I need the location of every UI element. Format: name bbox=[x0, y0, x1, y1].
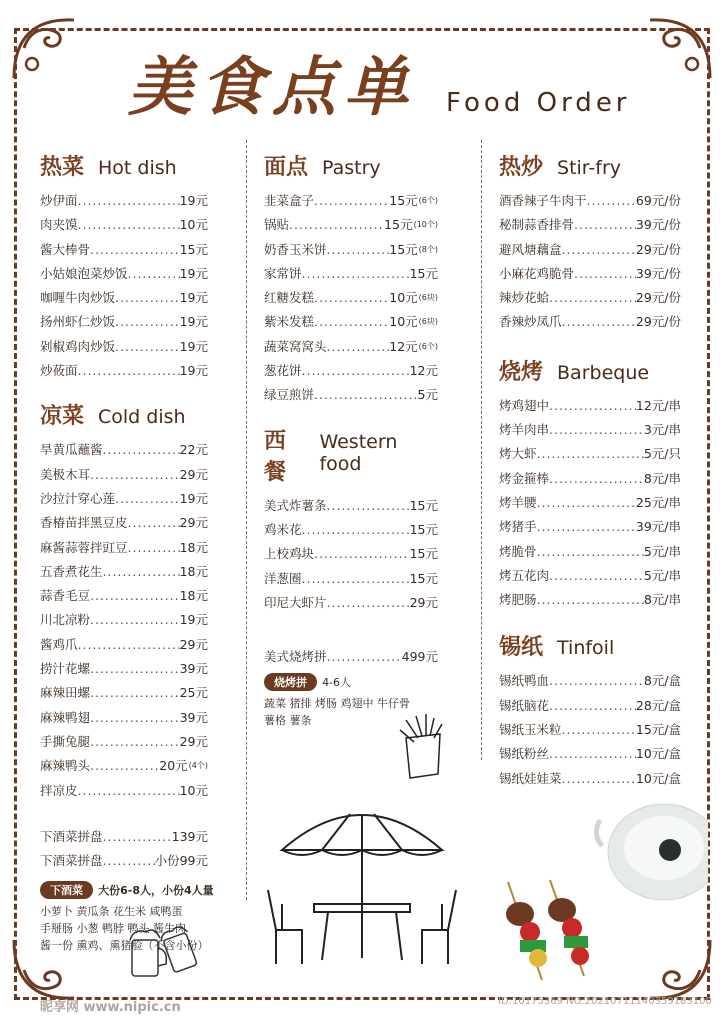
bbq-tag-row bbox=[264, 671, 438, 691]
item-price: 19元 bbox=[179, 265, 208, 281]
menu-item bbox=[264, 518, 438, 542]
menu-item bbox=[499, 540, 681, 564]
menu-item bbox=[40, 849, 208, 873]
item-name: 上校鸡块 bbox=[264, 546, 315, 562]
column-divider bbox=[246, 140, 247, 900]
section-header-hot bbox=[40, 150, 208, 181]
menu-item bbox=[264, 213, 438, 237]
item-price: 39元 bbox=[179, 709, 208, 725]
section-header-stirfry bbox=[499, 150, 681, 181]
menu-item bbox=[40, 779, 208, 803]
section-header-cold bbox=[40, 399, 208, 430]
page-title: 美食点单 bbox=[128, 50, 416, 125]
menu-item bbox=[499, 515, 681, 539]
item-note: (6块) bbox=[418, 293, 438, 303]
platter-line: 手掰肠 小葱 鸭脖 鸭头 酱牛肉 bbox=[40, 922, 186, 936]
menu-item bbox=[264, 335, 438, 359]
bbq-platter-row: 美式烧烤拼 ..... 499元 bbox=[264, 645, 438, 669]
item-note: (6个) bbox=[418, 196, 438, 205]
menu-item bbox=[499, 669, 681, 693]
item-price: 5元/串 bbox=[643, 567, 681, 583]
bbq-line: 薯格 薯条 bbox=[264, 714, 312, 728]
column-middle bbox=[264, 150, 438, 729]
item-note: (6个) bbox=[418, 341, 438, 351]
item-price: 19元 bbox=[179, 290, 208, 306]
menu-item bbox=[40, 238, 208, 262]
skewer-icon bbox=[498, 876, 610, 986]
item-name: 印尼大虾片 bbox=[264, 594, 327, 610]
section-subtitle: Pastry bbox=[322, 157, 381, 179]
item-name: 美极木耳 bbox=[40, 466, 91, 482]
item-name: 洋葱圈 bbox=[264, 570, 302, 586]
platter-line: 酱一份 熏鸡、熏猪脸（不含小份） bbox=[40, 939, 209, 953]
item-price: 18元 bbox=[179, 563, 208, 579]
fries-icon bbox=[392, 708, 452, 782]
menu-item bbox=[499, 213, 681, 237]
menu-item bbox=[264, 542, 438, 566]
item-price: 15元 bbox=[384, 217, 413, 233]
menu-item bbox=[40, 754, 208, 778]
menu-item bbox=[499, 286, 681, 310]
item-price: 18元 bbox=[179, 588, 208, 604]
item-price: 15元/盒 bbox=[635, 722, 681, 738]
item-price: 15元 bbox=[409, 497, 438, 513]
item-price: 29元/份 bbox=[635, 314, 681, 330]
item-name: 香辣炒凤爪 bbox=[499, 314, 562, 330]
menu-item bbox=[264, 310, 438, 334]
item-price: 10元 bbox=[389, 290, 418, 306]
menu-item bbox=[40, 560, 208, 584]
item-name: 绿豆煎饼 bbox=[264, 387, 315, 403]
item-price: 10元/盒 bbox=[635, 770, 681, 786]
menu-item bbox=[264, 262, 438, 286]
menu-item bbox=[264, 189, 438, 213]
menu-item bbox=[40, 706, 208, 730]
item-price: 8元/串 bbox=[643, 470, 681, 486]
item-name: 酱鸡爪 bbox=[40, 636, 78, 652]
platter-tag: 下酒菜 bbox=[40, 881, 93, 899]
item-name: 拌凉皮 bbox=[40, 782, 78, 798]
item-name: 麻辣鸭翅 bbox=[40, 709, 91, 725]
menu-item bbox=[40, 359, 208, 383]
stirfry-list bbox=[499, 189, 681, 335]
menu-item bbox=[499, 718, 681, 742]
column-right bbox=[499, 150, 681, 791]
item-name: 避风塘藕盒 bbox=[499, 241, 562, 257]
item-name: 烤猪手 bbox=[499, 519, 537, 535]
item-name: 红糖发糕 bbox=[264, 290, 315, 306]
tinfoil-list bbox=[499, 669, 681, 790]
item-price: 10元/盒 bbox=[635, 746, 681, 762]
item-price: 25元 bbox=[179, 685, 208, 701]
menu-item bbox=[40, 286, 208, 310]
menu-item bbox=[499, 742, 681, 766]
menu-item bbox=[40, 511, 208, 535]
item-name: 蒜香毛豆 bbox=[40, 588, 91, 604]
item-price: 10元 bbox=[179, 217, 208, 233]
menu-item bbox=[499, 767, 681, 791]
item-price: 18元 bbox=[179, 539, 208, 555]
item-name: 旱黄瓜蘸酱 bbox=[40, 442, 103, 458]
item-name: 葱花饼 bbox=[264, 363, 302, 379]
item-price: 15元 bbox=[409, 521, 438, 537]
menu-item bbox=[40, 487, 208, 511]
section-subtitle: Hot dish bbox=[98, 157, 177, 179]
item-price: 39元/串 bbox=[635, 519, 681, 535]
item-price: 5元/串 bbox=[643, 543, 681, 559]
barbeque-list bbox=[499, 394, 681, 613]
item-price: 20元 bbox=[159, 758, 188, 774]
menu-item bbox=[499, 564, 681, 588]
pastry-list bbox=[264, 189, 438, 408]
item-name: 锡纸脑花 bbox=[499, 697, 550, 713]
menu-item bbox=[40, 825, 208, 849]
item-note: (8个) bbox=[418, 244, 438, 254]
item-name: 小麻花鸡脆骨 bbox=[499, 265, 575, 281]
platter-desc: 大份6-8人，小份4人量 bbox=[98, 884, 214, 898]
menu-item bbox=[40, 189, 208, 213]
item-price: 19元 bbox=[179, 338, 208, 354]
item-name: 烤肥肠 bbox=[499, 592, 537, 608]
section-subtitle: Western food bbox=[319, 430, 398, 475]
item-name: 辣炒花蛤 bbox=[499, 290, 550, 306]
section-subtitle: Cold dish bbox=[98, 406, 186, 429]
section-header-pastry bbox=[264, 150, 438, 181]
bbq-line: 蔬菜 猪排 烤肠 鸡翅中 牛仔骨 bbox=[264, 697, 410, 711]
item-name: 锡纸玉米粒 bbox=[499, 722, 562, 738]
corner-ornament-icon bbox=[636, 8, 720, 88]
item-name: 扬州虾仁炒饭 bbox=[40, 314, 116, 330]
menu-item bbox=[264, 567, 438, 591]
item-price: 8元/串 bbox=[643, 592, 681, 608]
beer-mugs-icon bbox=[124, 918, 208, 984]
item-name: 紫米发糕 bbox=[264, 314, 315, 330]
item-name: 捞汁花螺 bbox=[40, 661, 91, 677]
item-name: 韭菜盒子 bbox=[264, 193, 315, 208]
item-price: 29元/份 bbox=[635, 241, 681, 257]
item-name: 炒伊面 bbox=[40, 193, 78, 208]
item-name: 奶香玉米饼 bbox=[264, 241, 327, 257]
western-list bbox=[264, 494, 438, 615]
item-name: 烤羊腰 bbox=[499, 494, 537, 510]
menu-item bbox=[499, 262, 681, 286]
item-price: 19元 bbox=[179, 193, 208, 208]
section-title: 热菜 bbox=[40, 155, 85, 180]
item-price: 10元 bbox=[179, 782, 208, 798]
item-name: 沙拉汁穿心莲 bbox=[40, 490, 116, 506]
item-price: 39元/份 bbox=[635, 217, 681, 233]
item-price: 19元 bbox=[179, 314, 208, 330]
item-name: 烤五花肉 bbox=[499, 567, 550, 583]
item-price: 39元/份 bbox=[635, 265, 681, 281]
watermark-left: 昵享网 www.nipic.cn bbox=[40, 1000, 181, 1015]
item-name: 麻辣田螺 bbox=[40, 685, 91, 701]
item-price: 3元/串 bbox=[643, 422, 681, 438]
item-price: 19元 bbox=[179, 490, 208, 506]
item-price: 29元 bbox=[179, 466, 208, 482]
menu-item bbox=[499, 238, 681, 262]
menu-item bbox=[264, 494, 438, 518]
item-price: 12元 bbox=[389, 338, 418, 354]
item-name: 手撕兔腿 bbox=[40, 733, 91, 749]
item-name: 烤脆骨 bbox=[499, 543, 537, 559]
item-price: 19元 bbox=[179, 612, 208, 628]
platter-line: 小萝卜 黄瓜条 花生米 咸鸭蛋 bbox=[40, 905, 183, 919]
item-price: 15元 bbox=[179, 241, 208, 257]
item-name: 下酒菜拼盘 bbox=[40, 853, 103, 869]
menu-item bbox=[264, 286, 438, 310]
menu-item bbox=[40, 262, 208, 286]
item-name: 小姑娘泡菜炒饭 bbox=[40, 265, 128, 281]
watermark-right: ID:10175369 NO:20210711140359183100 bbox=[498, 996, 712, 1007]
item-name: 锡纸娃娃菜 bbox=[499, 770, 562, 786]
menu-item bbox=[40, 213, 208, 237]
item-price: 12元 bbox=[409, 363, 438, 379]
section-header-western bbox=[264, 424, 438, 486]
item-price: 5元/只 bbox=[643, 446, 681, 462]
item-price: 12元/串 bbox=[635, 397, 681, 413]
menu-item bbox=[499, 588, 681, 612]
menu-item bbox=[264, 591, 438, 615]
item-note: (10个) bbox=[413, 220, 438, 230]
item-name: 烤金箍棒 bbox=[499, 470, 550, 486]
item-name: 秘制蒜香排骨 bbox=[499, 217, 575, 233]
item-name: 下酒菜拼盘 bbox=[40, 828, 103, 844]
item-price: 15元 bbox=[409, 546, 438, 562]
section-subtitle: Barbeque bbox=[557, 361, 650, 384]
menu-item bbox=[40, 463, 208, 487]
umbrella-table-icon bbox=[262, 800, 462, 970]
menu-item bbox=[499, 467, 681, 491]
platter-list bbox=[40, 825, 208, 874]
item-name: 酒香辣子牛肉干 bbox=[499, 193, 587, 208]
section-header-tinfoil bbox=[499, 630, 681, 661]
column-left bbox=[40, 150, 214, 954]
item-price: 5元 bbox=[417, 387, 438, 403]
menu-item bbox=[499, 189, 681, 213]
section-subtitle: Stir-fry bbox=[557, 157, 622, 179]
section-title: 凉菜 bbox=[40, 404, 85, 430]
menu-item bbox=[40, 335, 208, 359]
item-name: 川北凉粉 bbox=[40, 612, 91, 628]
menu-item bbox=[40, 681, 208, 705]
item-price: 29元 bbox=[179, 733, 208, 749]
bbq-desc: 4-6人 bbox=[322, 676, 352, 690]
section-header-barbeque bbox=[499, 355, 681, 386]
item-name: 蔬菜窝窝头 bbox=[264, 338, 327, 354]
item-name: 锡纸鸭血 bbox=[499, 673, 550, 689]
menu-item bbox=[499, 394, 681, 418]
item-name: 烤羊肉串 bbox=[499, 422, 550, 438]
menu-item bbox=[264, 383, 438, 407]
menu-item bbox=[499, 418, 681, 442]
item-price: 15元 bbox=[389, 241, 418, 257]
item-name: 麻辣鸭头 bbox=[40, 758, 91, 774]
item-price: 29元/份 bbox=[635, 290, 681, 306]
item-name: 咖喱牛肉炒饭 bbox=[40, 290, 116, 306]
item-name: 炒莜面 bbox=[40, 363, 78, 379]
cold-list bbox=[40, 438, 208, 802]
menu-item bbox=[40, 536, 208, 560]
menu-item bbox=[40, 310, 208, 334]
item-price: 69元/份 bbox=[635, 193, 681, 208]
item-price: 39元 bbox=[179, 661, 208, 677]
item-price: 10元 bbox=[389, 314, 418, 330]
item-price: 15元 bbox=[409, 570, 438, 586]
section-title: 锡纸 bbox=[499, 635, 544, 661]
menu-item bbox=[264, 238, 438, 262]
item-name: 家常饼 bbox=[264, 265, 302, 281]
platter-tag-row bbox=[40, 879, 214, 899]
item-name: 剁椒鸡肉炒饭 bbox=[40, 338, 116, 354]
menu-item bbox=[40, 608, 208, 632]
item-name: 肉夹馍 bbox=[40, 217, 78, 233]
item-price: 29元 bbox=[179, 636, 208, 652]
menu-item bbox=[40, 657, 208, 681]
item-name: 美式炸薯条 bbox=[264, 497, 327, 513]
item-name: 酱大棒骨 bbox=[40, 241, 91, 257]
item-name: 五香煮花生 bbox=[40, 563, 103, 579]
column-divider bbox=[481, 140, 482, 760]
menu-item bbox=[264, 359, 438, 383]
menu-item bbox=[40, 438, 208, 462]
item-price: 29元 bbox=[409, 594, 438, 610]
item-name: 烤大虾 bbox=[499, 446, 537, 462]
section-title: 面点 bbox=[264, 155, 309, 180]
menu-item bbox=[40, 633, 208, 657]
item-price: 29元 bbox=[179, 515, 208, 531]
page-subtitle: Food Order bbox=[446, 88, 631, 118]
menu-item bbox=[499, 491, 681, 515]
section-title: 热炒 bbox=[499, 155, 544, 180]
item-name: 鸡米花 bbox=[264, 521, 302, 537]
item-price: 小份99元 bbox=[154, 853, 208, 869]
item-note: (6块) bbox=[418, 317, 438, 327]
section-title: 烧烤 bbox=[499, 359, 544, 385]
menu-item bbox=[499, 442, 681, 466]
item-price: 28元/盒 bbox=[635, 697, 681, 713]
item-name: 烤鸡翅中 bbox=[499, 397, 550, 413]
item-price: 25元/串 bbox=[635, 494, 681, 510]
menu-item bbox=[499, 694, 681, 718]
item-price: 139元 bbox=[171, 828, 208, 844]
section-subtitle: Tinfoil bbox=[557, 637, 615, 660]
item-price: 19元 bbox=[179, 363, 208, 379]
item-price: 22元 bbox=[179, 442, 208, 458]
bbq-tag: 烧烤拼 bbox=[264, 673, 317, 691]
menu-item bbox=[499, 310, 681, 334]
item-name: 麻酱蒜蓉拌豇豆 bbox=[40, 539, 128, 555]
item-note: (4个) bbox=[188, 761, 208, 771]
corner-ornament-icon bbox=[4, 8, 88, 88]
item-name: 锡纸粉丝 bbox=[499, 746, 550, 762]
item-name: 锅贴 bbox=[264, 217, 290, 233]
item-price: 8元/盒 bbox=[643, 673, 681, 689]
menu-item bbox=[40, 584, 208, 608]
item-price: 15元 bbox=[409, 265, 438, 281]
hot-list bbox=[40, 189, 208, 383]
section-title: 西餐 bbox=[264, 428, 287, 485]
item-name: 香椿苗拌黑豆皮 bbox=[40, 515, 128, 531]
menu-item bbox=[40, 730, 208, 754]
item-price: 15元 bbox=[389, 193, 418, 208]
